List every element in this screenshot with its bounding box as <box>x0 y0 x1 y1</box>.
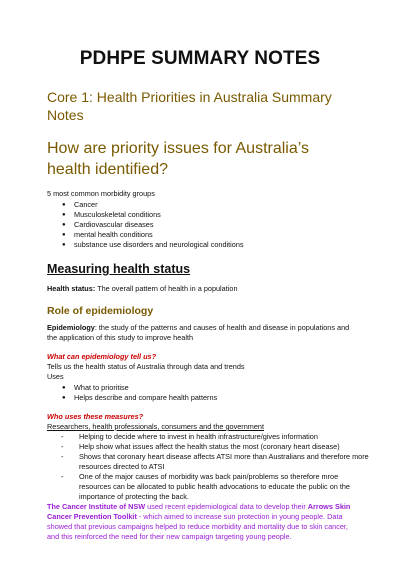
health-status-definition <box>47 284 400 294</box>
list-item: ● mental health conditions <box>62 230 400 240</box>
list-item: ● What to prioritise <box>62 383 400 393</box>
morbidity-list <box>47 200 400 250</box>
epidemiology-definition <box>47 323 357 343</box>
users-line: Researchers, health professionals, consumers and the government <box>47 422 264 431</box>
cancer-institute-paragraph <box>47 502 357 542</box>
list-item: - Shows that coronary heart disease affects ATSI more than Australians and therefore more resources directed to ATSI <box>59 452 369 472</box>
list-item: - One of the major causes of morbidity was back pain/problems so therefore mroe resources can be allocated to public health advocations to educate the public on the importance of protecting the back. <box>59 472 369 502</box>
health-status-text: The overall pattern of health in a population <box>95 284 238 293</box>
list-item: ● Musculoskeletal conditions <box>62 210 400 220</box>
question-heading: Who uses these measures? <box>47 412 144 421</box>
epidemiology-text: : the study of the patterns and causes of health and disease in populations and the application of this study to improve health <box>47 323 350 342</box>
toolkit-name: Arrows Skin Cancer Prevention Toolkit <box>47 502 351 521</box>
list-item: - Helping to decide where to invest in health infrastructure/gives information <box>59 432 369 442</box>
core-heading: Core 1: Health Priorities in Australia Summary Notes <box>47 89 332 123</box>
epidemiology-label: Epidemiology <box>47 323 95 332</box>
answer-text: Tells us the health status of Australia through data and trends <box>47 362 245 371</box>
question-heading: What can epidemiology tell us? <box>47 352 157 361</box>
user-points <box>47 432 400 502</box>
list-item: ● Cancer <box>62 200 400 210</box>
org-name: The Cancer Institute of NSW <box>47 502 146 511</box>
paragraph-text: - which aimed to increase sun protection in young people. Data showed that previous campaigns helped to reduce morbidity and mortality due to skin cancer, and this reinforced the need for their new campaign targeting young people. <box>47 512 348 541</box>
measuring-heading: Measuring health status <box>47 262 191 276</box>
document-title: PDHPE SUMMARY NOTES <box>79 48 321 69</box>
health-status-label: Health status: <box>47 284 96 293</box>
list-item: - Help show what issues affect the health status the most (coronary heart disease) <box>59 442 369 452</box>
list-item: ● Cardiovascular diseases <box>62 220 400 230</box>
uses-list <box>47 383 400 403</box>
epidemiology-heading: Role of epidemiology <box>47 305 154 317</box>
paragraph-text: used recent epidemiological data to develop their <box>145 502 308 511</box>
morbidity-intro: 5 most common morbidity groups <box>47 189 155 198</box>
section-heading: How are priority issues for Australia’s health identified? <box>47 140 310 178</box>
list-item: ● Helps describe and compare health patterns <box>62 393 400 403</box>
list-item: ● substance use disorders and neurological conditions <box>62 240 400 250</box>
uses-label: Uses <box>47 372 64 381</box>
